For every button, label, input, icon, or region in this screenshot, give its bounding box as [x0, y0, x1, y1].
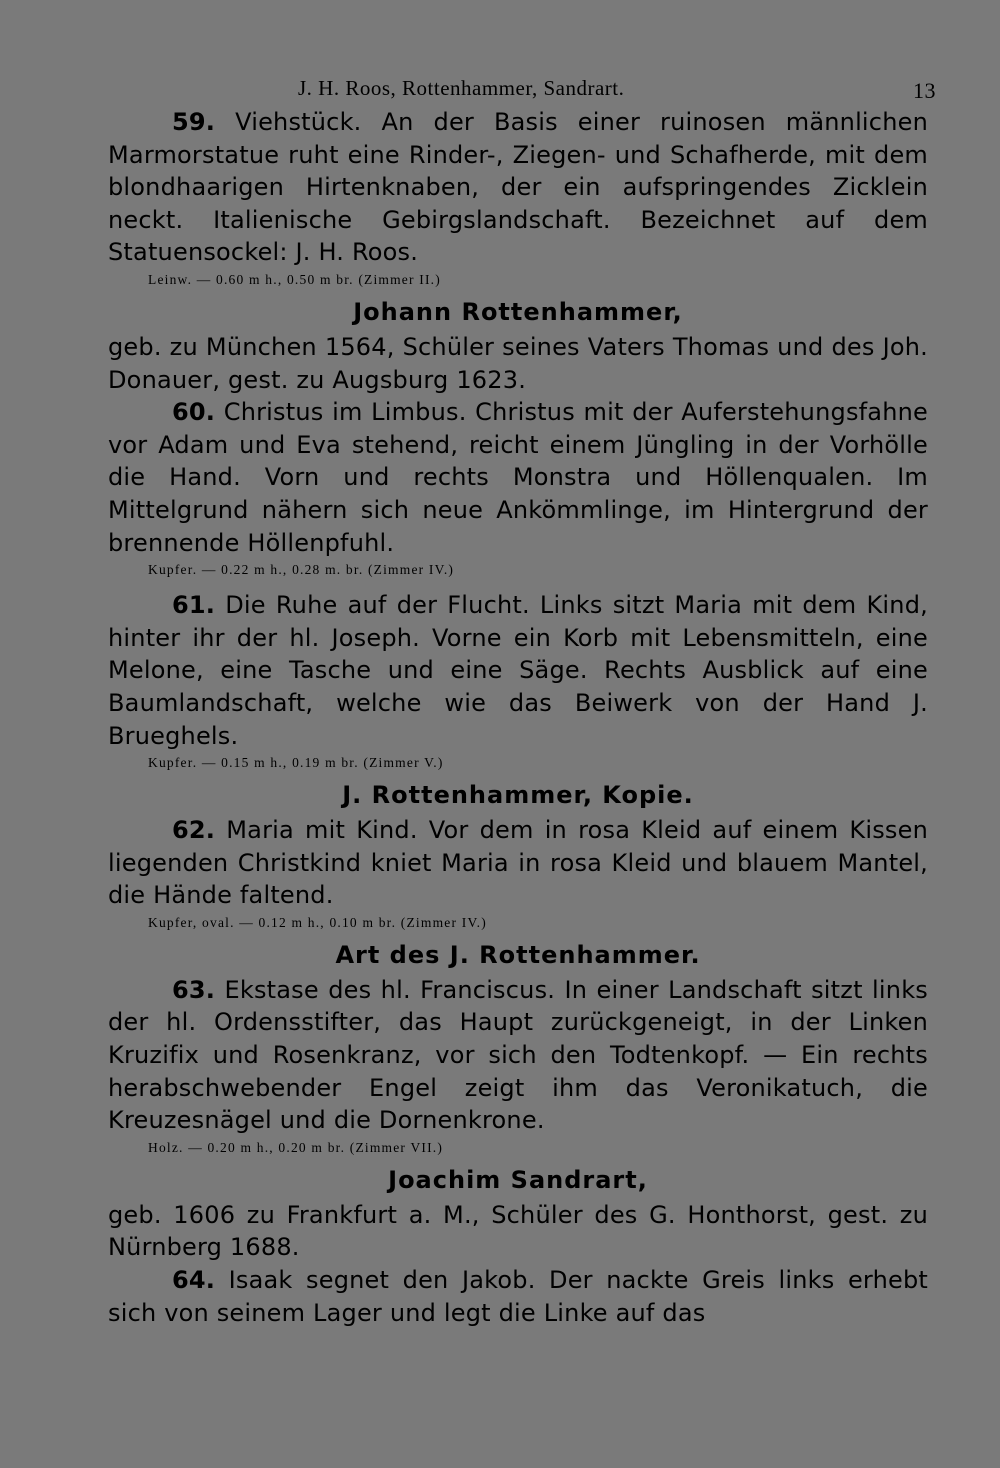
- entry-meta: Kupfer, oval. — 0.12 m h., 0.10 m br. (Zimmer IV.): [148, 914, 487, 930]
- entry-paragraph: [108, 589, 928, 752]
- entry-meta: Kupfer. — 0.15 m h., 0.19 m br. (Zimmer V.): [148, 755, 444, 771]
- entry-paragraph: [108, 106, 928, 269]
- entry-text: Christus im Limbus. Christus mit der Auferstehungsfahne vor Adam und Eva stehend, reicht einem Jüngling in der Vorhölle die Hand. Vorn und rechts Monstra und Höllenqualen. Im Mittelgrund nähern sich neue Ankömmlinge, im Hintergrund der brennende Höllenpfuhl.: [108, 398, 928, 557]
- entry-number: 62.: [172, 816, 216, 845]
- running-title: J. H. Roos, Rottenhammer, Sandrart.: [298, 76, 625, 100]
- page-number: 13: [913, 78, 936, 103]
- entry-number: 59.: [172, 108, 216, 136]
- spacer: [108, 581, 928, 589]
- entry-paragraph: [108, 974, 928, 1137]
- artist-heading: Johann Rottenhammer,: [353, 297, 683, 326]
- entry-number: 60.: [172, 398, 216, 427]
- entry-paragraph: [108, 814, 928, 912]
- artist-bio: geb. 1606 zu Frankfurt a. M., Schüler des G. Honthorst, gest. zu Nürnberg 1688.: [108, 1200, 928, 1262]
- running-head: [108, 70, 936, 106]
- artist-bio: geb. zu München 1564, Schüler seines Vaters Thomas und des Joh. Donauer, gest. zu Augsburg 1623.: [108, 332, 928, 394]
- artist-heading: J. Rottenhammer, Kopie.: [342, 781, 694, 810]
- artist-heading: Art des J. Rottenhammer.: [335, 940, 701, 969]
- entry-text: Ekstase des hl. Franciscus. In einer Landschaft sitzt links der hl. Ordensstifter, das Haupt zurückgeneigt, in der Linken Kruzifix und Rosenkranz, vor sich den Todtenkopf. — Ein rechts herabschwebender Engel zeigt ihm das Veronikatuch, die Kreuzesnägel und die Dornenkrone.: [108, 975, 928, 1135]
- entry-meta: Kupfer. — 0.22 m h., 0.28 m. br. (Zimmer IV.): [148, 562, 455, 578]
- entry-number: 64.: [172, 1266, 216, 1295]
- entry-text: Viehstück. An der Basis einer ruinosen männlichen Marmorstatue ruht eine Rinder-, Ziegen- und Schafherde, mit dem blondhaarigen Hirtenknaben, der ein aufspringendes Zicklein neckt. Italienische Gebirgslandschaft. Bezeichnet auf dem Statuensockel: J. H. Roos.: [108, 108, 928, 267]
- entry-number: 63.: [172, 975, 216, 1004]
- entry-paragraph: [108, 396, 928, 559]
- page: [108, 70, 936, 1329]
- artist-heading: Joachim Sandrart,: [388, 1165, 648, 1194]
- entry-text: Maria mit Kind. Vor dem in rosa Kleid auf einem Kissen liegenden Christkind kniet Maria in rosa Kleid und blauem Mantel, die Hände faltend.: [108, 816, 928, 910]
- entry-meta: Leinw. — 0.60 m h., 0.50 m br. (Zimmer II.): [148, 271, 441, 287]
- entry-text: Die Ruhe auf der Flucht. Links sitzt Maria mit dem Kind, hinter ihr der hl. Joseph. Vorne ein Korb mit Lebensmitteln, eine Melone, eine Tasche und eine Säge. Rechts Ausblick auf eine Baumlandschaft, welche wie das Beiwerk von der Hand J. Brueghels.: [108, 591, 928, 750]
- entry-text: Isaak segnet den Jakob. Der nackte Greis links erhebt sich von seinem Lager und legt die Linke auf das: [108, 1266, 928, 1327]
- entry-paragraph: [108, 1264, 928, 1329]
- entry-number: 61.: [172, 591, 216, 620]
- entry-meta: Holz. — 0.20 m h., 0.20 m br. (Zimmer VII.): [148, 1139, 444, 1155]
